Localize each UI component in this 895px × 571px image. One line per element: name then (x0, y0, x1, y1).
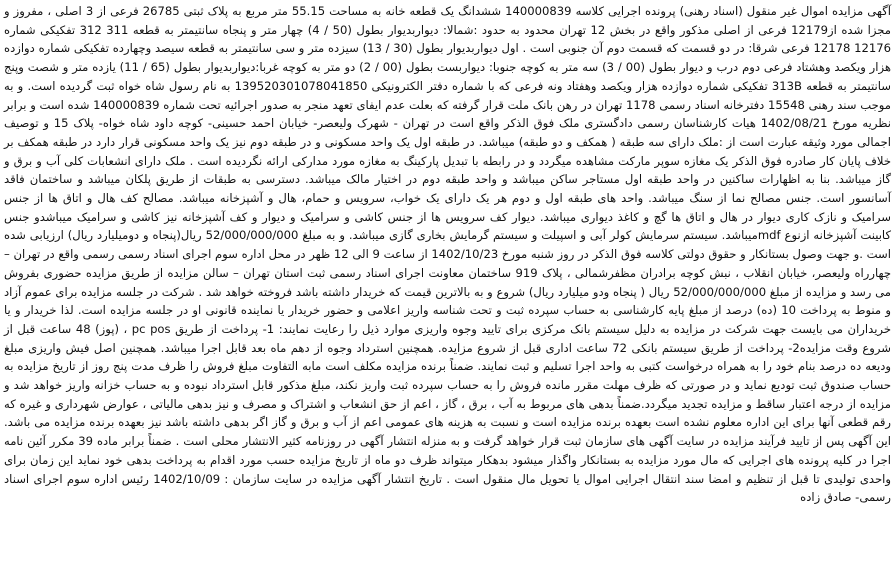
notice-body-text: آگهی مزایده اموال غیر منقول (اسناد رهنی) پرونده اجرایی کلاسه 140000839 ششدانگ یک قطعه خانه به مساحت 55.15 متر مربع به پلاک ثبتی 26785 فرعی از 3 اصلی ، مفروز و مجزا شده از12179 فرعی از اصلی مذکور واقع در بخش 12 تهران محدود به حدود :شمالا: دیواربدیوار بطول (50 / 4) چهار متر و پنجاه سانتیمتر به قطعه 311 312 تفکیکی شماره 12176 12178 فرعی شرقا: در دو قسمت که قسمت دوم آن جنوبی است . اول دیواربدیوار بطول (30 / 13) سیزده متر و سی سانتیمتر به قطعه سیصد وچهارده تفکیکی شماره دوازده هزار ویکصد وهشتاد فرعی دوم درب و دیوار بطول (00 / 3) سه متر به کوچه جنوبا: دیواربست بطول (00 / 2) دو متر به کوچه غربا:دیواربدیوار بطول (65 / 11) یازده متر و شصت وپنج سانتیمتر به قطعه 313B تفکیکی شماره دوازده هزار ویکصد وهفتاد ونه فرعی که با شماره دفتر الکترونیکی 139520301078041850 به نام رسول شاه خواه ثبت گردیده است. و به موجب سند رهنی 15548 دفترخانه اسناد رسمی 1178 تهران در رهن بانک ملت قرار گرفته که بعلت عدم ایفای تعهد منجر به صدور اجرائیه تحت شماره 140000839 شده است و برابر نظریه مورخ 1402/08/21 هیات کارشناسان رسمی دادگستری ملک فوق الذکر واقع است در تهران - شهرک ولیعصر- خیابان احمد حسینی- کوچه داود شاه خواه- پلاک 15 و توصیف اجمالی مورد وثیقه عبارت است از :ملک دارای سه طبقه ( همکف و دو طبقه) میباشد. در طبقه اول یک واحد مسکونی و در طبقه دوم نیز یک واحد مسکونی قرار دارد در طبقه همکف بر خلاف پایان کار صادره فوق الذکر یک مغازه سوپر مارکت مشاهده میگردد و در رابطه با تبدیل پارکینگ به مغازه مورد مدارکی ارائه نگردیده است . ملک دارای انشعابات کلی آب و برق و گاز میباشد. بنا به اظهارات ساکنین در واحد طبقه اول مستاجر ساکن میباشد و واحد طبقه دوم در اختیار مالک میباشد. دسترسی به طبقات از طریق پلکان میباشد و ساختمان فاقد آسانسور است. جنس مصالح نما از سنگ میباشد. واحد های طبقه اول و دوم هر یک دارای یک خواب، سرویس و حمام، هال و آشپزخانه میباشد. مصالح کف هال و اتاق ها از جنس سرامیک و نازک کاری دیوار در هال و اتاق ها گچ و کاغذ دیواری میباشد. دیوار کف سرویس ها از جنس کاشی و سرامیک و دیوار و کف آشپزخانه نیز کاشی و سرامیک میباشدو جنس کابینت آشپزخانه ازنوع mdfمیباشد. سیستم سرمایش کولر آبی و اسپیلت و سیستم گرمایش بخاری گازی میباشد. و به مبلغ 52/000/000/000 ریال(پنجاه و دومیلیارد ریال) ارزیابی شده است .و جهت وصول بستانکار و حقوق دولتی کلاسه فوق الذکر در روز شنبه مورخ 1402/10/23 از ساعت 9 الی 12 ظهر در محل اداره سوم اجرای اسناد رسمی رسمی واقع در تهران – چهارراه ولیعصر، خیابان انقلاب ، نبش کوچه برادران مظفرشمالی ، پلاک 919 ساختمان معاونت اجرای اسناد رسمی ثبت استان تهران – سالن مزایده از طریق مزایده حضوری بفروش می رسد و مزایده از مبلغ 52/000/000/000 ریال ( پنجاه ودو میلیارد ریال) شروع و به بالاترین قیمت که خریدار داشته باشد فروخته خواهد شد . شرکت در جلسه مزایده برای عموم آزاد و منوط به پرداخت 10 (ده) درصد از مبلغ پایه کارشناسی به حساب سپرده ثبت و تحت شناسه واریز اعلامی و حضور خریدار یا نماینده قانونی او در جلسه مزایده است. لذا خریدار و یا خریداران می بایست جهت شرکت در مزایده به دلیل سیستم بانک مرکزی برای تایید وجوه واریزی موارد ذیل را رعایت نمایند: 1- پرداخت از طریق pc pos ، (پوز) 48 ساعت قبل از شروع وقت مزایده2- پرداخت از طریق سیستم بانکی 72 ساعت اداری قبل از شروع مزایده. همچنین استرداد وجوه از دهم ماه بعد قابل اجرا میباشد. همچنین اصل فیش واریزی مبلغ ودیعه ده درصد بنام خود را به همراه درخواست کتبی به واحد اجرا تسلیم و ثبت نمایند. ضمناً برنده مزایده مکلف است مابه التفاوت مبلغ فروش را ظرف مدت پنج روز از تاریخ مزایده به حساب صندوق ثبت تودیع نماید و در صورتی که ظرف مهلت مقرر مانده فروش را به حساب سپرده ثبت واریز نکند، مبلغ مذکور قابل استرداد نبوده و به حساب خزانه واریز خواهد شد و مزایده از درجه اعتبار ساقط و مزایده تجدید میگردد.ضمناً بدهی های مربوط به آب ، برق ، گاز ، اعم از حق انشعاب و اشتراک و مصرف و نیز بدهی مالیاتی ، عوارض شهرداری و غیره که رقم قطعی آنها برای این اداره معلوم نشده است بعهده برنده مزایده است و نسبت به هزینه های عمومی اعم از آب و برق و گاز اگر بدهی داشته باشد نیز بعهده برنده مزایده می باشد. این آگهی پس از تایید فرآیند مزایده در سایت آگهی های سازمان ثبت قرار خواهد گرفت و به منزله انتشار آگهی در روزنامه کثیر الانتشار محلی است . ضمناً برابر ماده 39 مکرر آئین نامه اجرا در کلیه پرونده های اجرایی که مال مورد مزایده به بستانکار واگذار میشود بدهکار میتواند ظرف دو ماه از تاریخ مزایده حسب مورد اقدام به پرداخت بدهی خود نماید این زمان برای واحدی تولیدی تا قبل از تنظیم و امضا سند انتقال اجرایی اموال یا تحویل مال منقول است . تاریخ انتشار آگهی مزایده در سایت سازمان : 1402/10/09 رئیس اداره سوم اجرای اسناد رسمی- صادق زاده (4, 4, 892, 505)
